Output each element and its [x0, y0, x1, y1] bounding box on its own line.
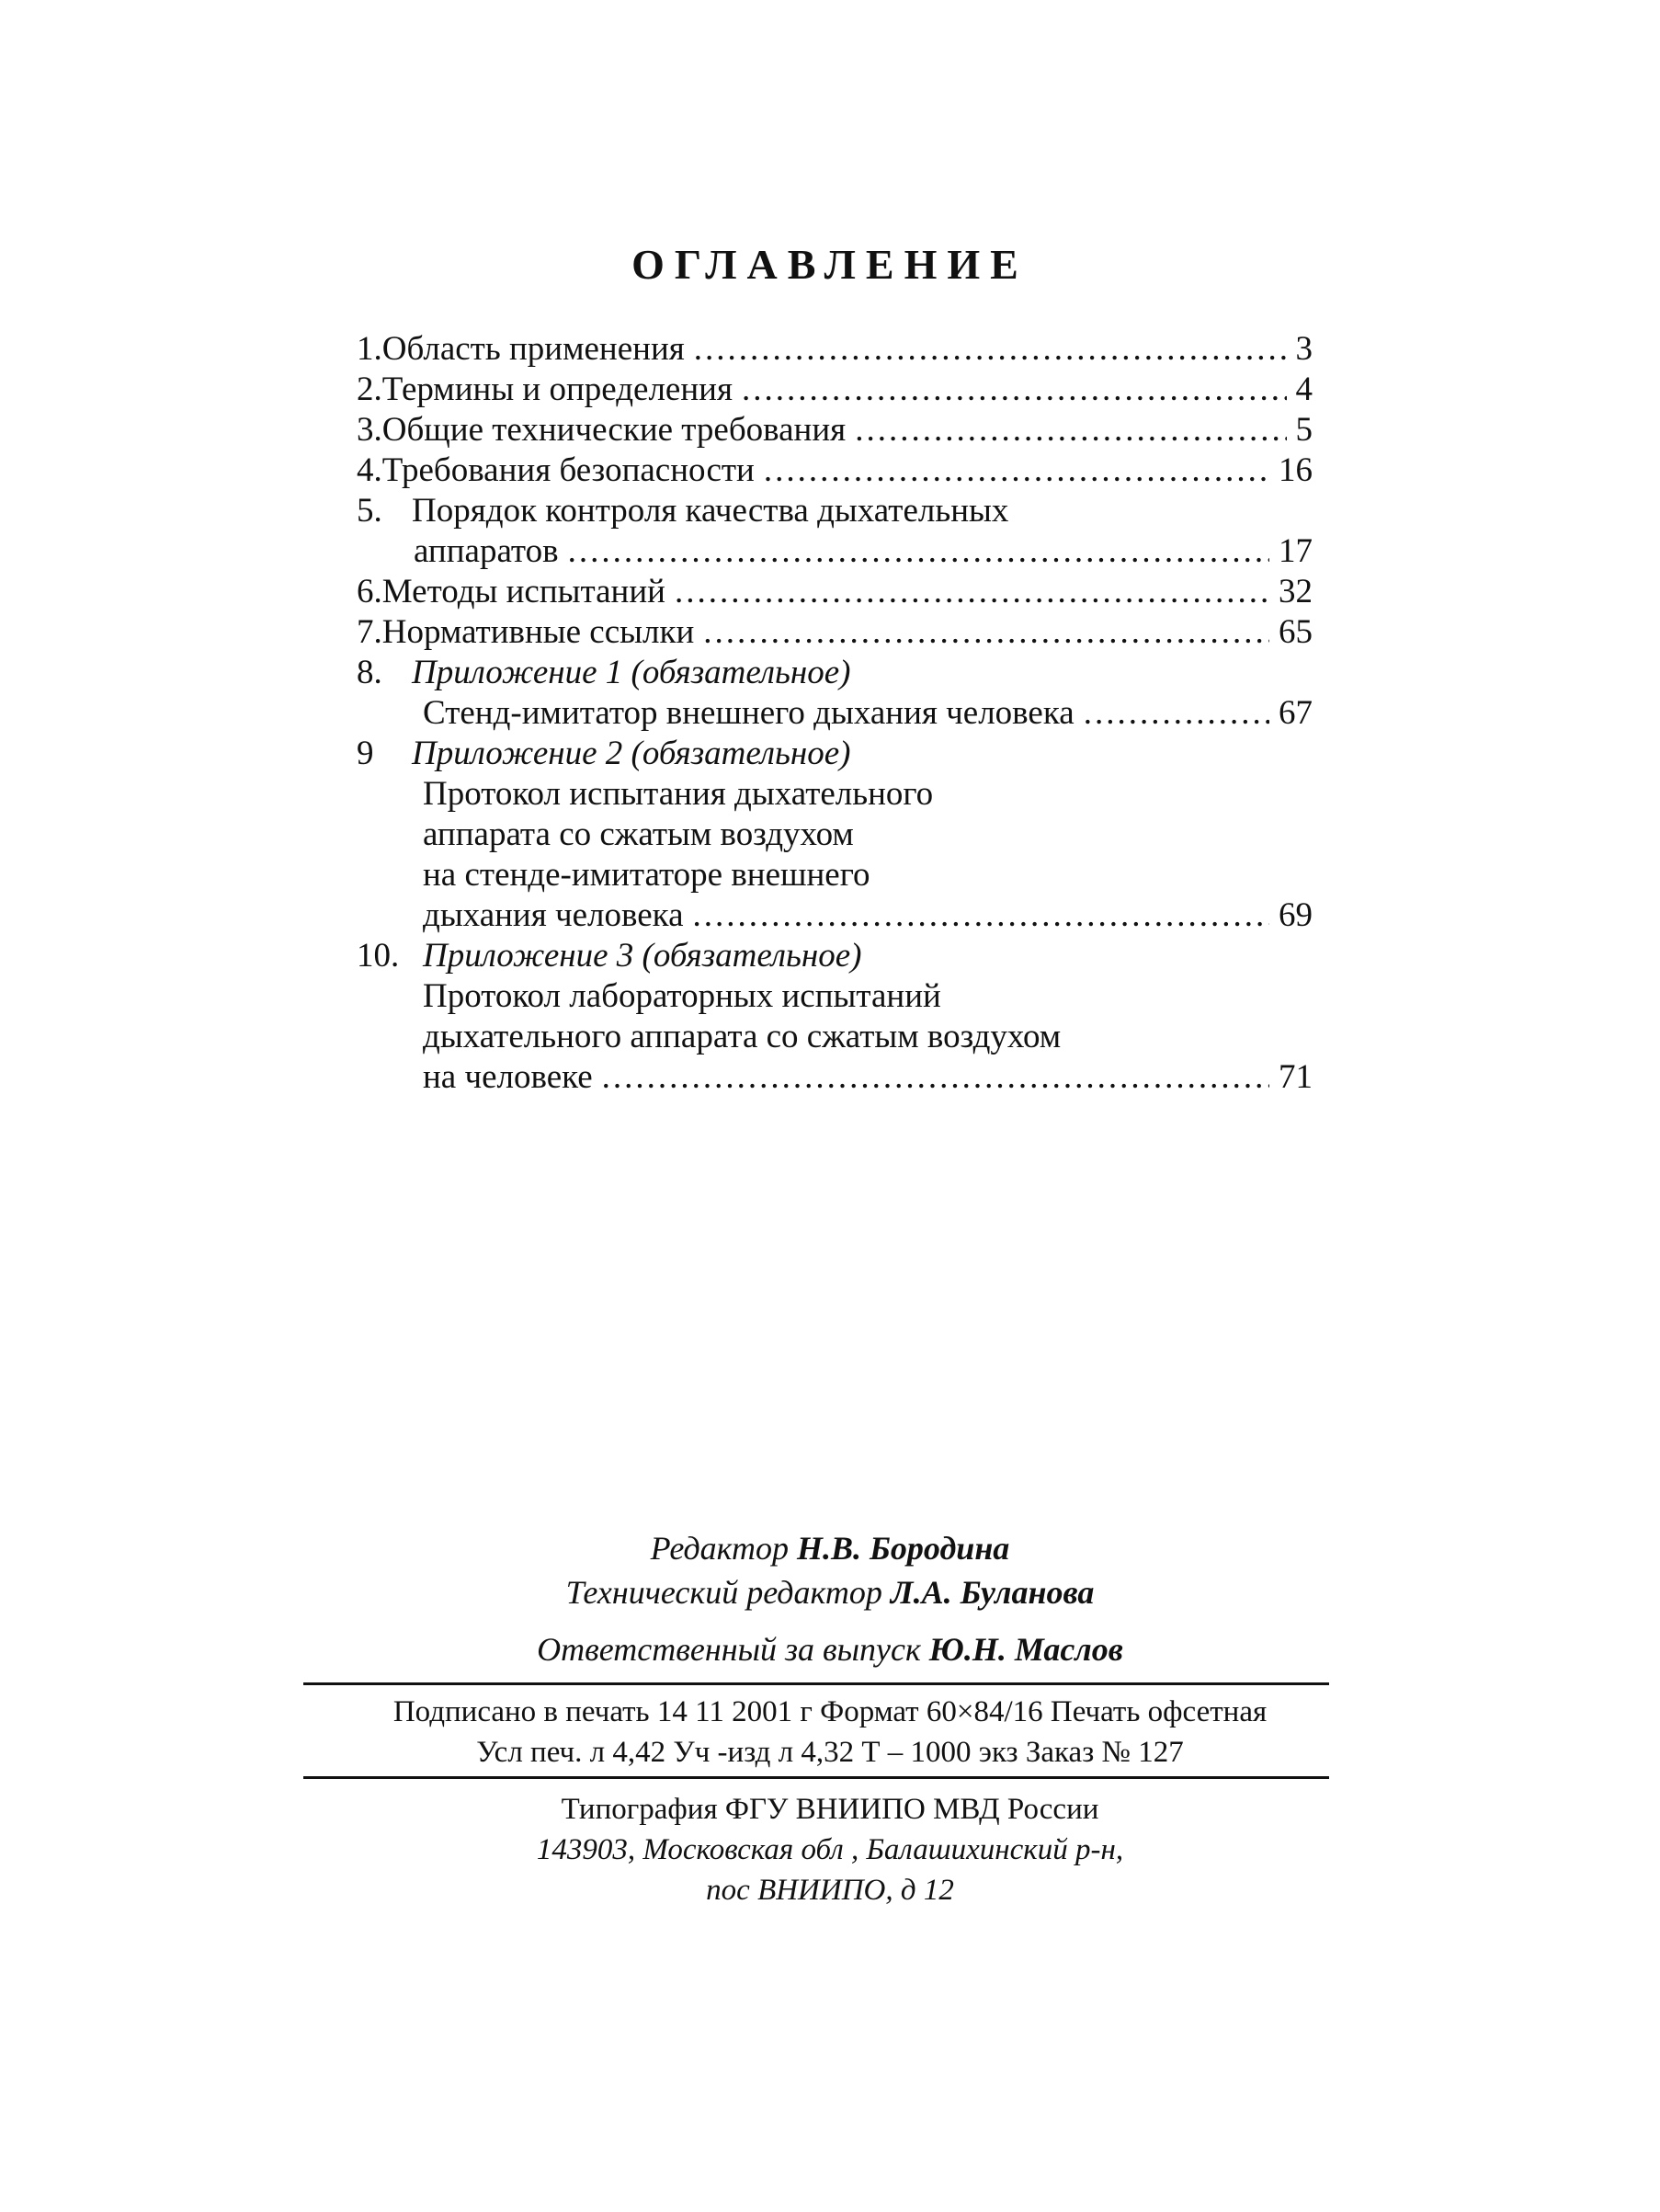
toc-item-9-line [423, 895, 1313, 936]
editor-name: Н.В. Бородина [797, 1530, 1010, 1567]
toc-item-title: аппарата со сжатым воздухом [423, 815, 854, 853]
toc-item-9-line [423, 815, 854, 855]
toc-item-number: 6. [357, 573, 382, 610]
toc-item-10-line [423, 1017, 1061, 1057]
editor-line [0, 1526, 1660, 1570]
toc-item-number: 9 [357, 735, 374, 772]
toc-item-title: Область применения [381, 330, 685, 368]
toc-item-title: на стенде-имитаторе внешнего [423, 856, 870, 894]
printer-address-line-2: пос ВНИИПО, д 12 [706, 1874, 954, 1907]
tech-editor-name: Л.А. Буланова [890, 1574, 1095, 1611]
dot-leader [693, 895, 1270, 936]
toc-item-page: 32 [1279, 573, 1313, 610]
toc-item-page: 67 [1279, 694, 1313, 732]
toc-item-number: 8. [357, 654, 382, 691]
responsible-name: Ю.Н. Маслов [928, 1631, 1123, 1668]
toc-item-10 [357, 936, 1313, 976]
dot-leader [742, 370, 1287, 410]
toc-item-6 [357, 572, 1313, 612]
responsible-role: Ответственный за выпуск [537, 1631, 921, 1668]
toc-item-number: 1. [357, 330, 382, 368]
toc-item-number: 2. [357, 371, 382, 408]
responsible-line [0, 1627, 1660, 1671]
toc-item-number: 5. [357, 492, 382, 530]
toc-item-page: 16 [1279, 451, 1313, 489]
toc-item-5 [357, 491, 1313, 531]
toc-item-9-line [423, 855, 870, 895]
page-title: ОГЛАВЛЕНИЕ [631, 241, 1029, 288]
dot-leader [602, 1057, 1269, 1098]
toc-item-title: дыхательного аппарата со сжатым воздухом [423, 1018, 1062, 1055]
toc-item-number: 3. [357, 411, 382, 449]
toc-item-7 [357, 612, 1313, 653]
dot-leader [1084, 693, 1269, 734]
dot-leader [703, 612, 1269, 653]
top-divider [303, 1682, 1329, 1685]
toc-item-title: Общие технические требования [381, 411, 847, 449]
toc-item-title: Нормативные ссылки [381, 613, 695, 651]
toc-item-title: Методы испытаний [381, 573, 665, 610]
toc-item-9-line [423, 774, 933, 815]
toc-item-5-continuation [414, 531, 1313, 572]
toc-item-title: Требования безопасности [381, 451, 755, 489]
printer-address-line-1: 143903, Московская обл , Балашихинский р-н, [536, 1833, 1124, 1866]
toc-item-1 [357, 329, 1313, 370]
toc-appendix-label: Приложение 3 (обязательное) [423, 937, 862, 975]
toc-item-title: Стенд-имитатор внешнего дыхания человека [423, 694, 1074, 732]
imprint-line-1: Подписано в печать 14 11 2001 г Формат 60×84/16 Печать офсетная [392, 1695, 1268, 1728]
toc-item-10-line [423, 1057, 1313, 1098]
toc-item-title-continuation: аппаратов [414, 532, 559, 570]
toc-item-number: 7. [357, 613, 382, 651]
toc-item-9 [357, 734, 1313, 774]
toc-item-title: Протокол лабораторных испытаний [423, 977, 941, 1015]
toc-item-2 [357, 370, 1313, 410]
toc-item-8 [357, 653, 1313, 693]
toc-item-number: 4. [357, 451, 382, 489]
toc-item-title: дыхания человека [423, 896, 684, 934]
toc-item-page: 65 [1279, 613, 1313, 651]
toc-item-4 [357, 450, 1313, 491]
toc-item-page: 71 [1279, 1058, 1313, 1096]
toc-item-page: 3 [1295, 330, 1313, 368]
bottom-divider [303, 1776, 1329, 1779]
toc-item-10-line [423, 976, 941, 1017]
toc-item-title: Термины и определения [381, 371, 733, 408]
toc-appendix-label: Приложение 2 (обязательное) [412, 735, 851, 772]
dot-leader [764, 450, 1269, 491]
tech-editor-role: Технический редактор [565, 1574, 882, 1611]
dot-leader [694, 329, 1287, 370]
toc-item-page: 69 [1279, 896, 1313, 934]
toc-item-page: 4 [1295, 371, 1313, 408]
toc-item-page: 17 [1279, 532, 1313, 570]
toc-item-title: Порядок контроля качества дыхательных [412, 492, 1009, 530]
dot-leader [675, 572, 1269, 612]
editor-role: Редактор [650, 1530, 790, 1567]
toc-appendix-label: Приложение 1 (обязательное) [412, 654, 851, 691]
toc-item-number: 10. [357, 937, 400, 975]
tech-editor-line [0, 1570, 1660, 1614]
toc-item-page: 5 [1295, 411, 1313, 449]
toc-item-8-title [423, 693, 1313, 734]
toc-item-title: на человеке [423, 1058, 593, 1096]
toc-item-title: Протокол испытания дыхательного [423, 775, 934, 813]
dot-leader [855, 410, 1286, 450]
toc-item-3 [357, 410, 1313, 450]
dot-leader [568, 531, 1269, 572]
imprint-line-2: Усл печ. л 4,42 Уч -изд л 4,32 Т – 1000 экз Заказ № 127 [476, 1736, 1184, 1769]
printer-name: Типография ФГУ ВНИИПО МВД России [561, 1793, 1099, 1826]
